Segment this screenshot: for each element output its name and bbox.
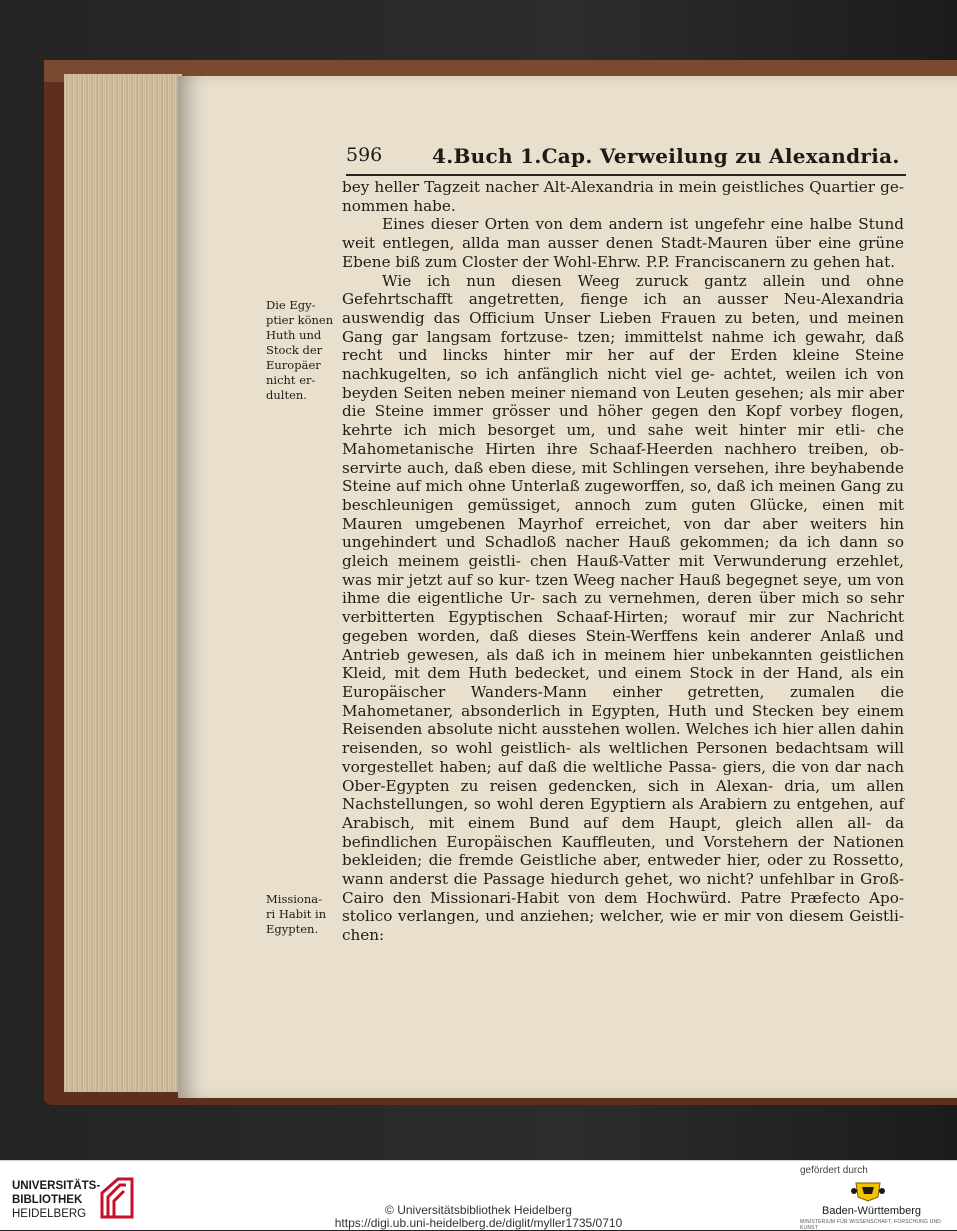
margin-note-line: ptier könen <box>266 313 334 327</box>
margin-note-line: Europäer <box>266 358 321 372</box>
body-text <box>342 178 904 945</box>
library-name-line: HEIDELBERG <box>12 1208 87 1220</box>
library-name-line: UNIVERSITÄTS- <box>12 1180 101 1192</box>
margin-note-line: Egypten. <box>266 922 319 936</box>
paragraph: bey heller Tagzeit nacher Alt-Alexandria in mein geistliches Quartier ge- nommen habe. <box>342 178 904 215</box>
page-header <box>346 144 906 174</box>
paragraph: Wie ich nun diesen Weeg zuruck gantz allein und ohne Gefehrtschafft angetretten, fienge ich an ausser Neu-Alexandria auswendig das Officium Unser Lieben Frauen zu beten, und meinen Gang gar langsam fortzuse- tzen; immittelst nahme ich gewahr, daß recht und lincks hinter mir her auf der Erden kleine Steine nachkugelten, so ich anfänglich nicht viel ge- achtet, weilen ich von beyden Seiten neben meiner niemand von Leuten gesehen; als mir aber die Steine immer grösser und höher gegen den Kopf vorbey flogen, kehrte ich mich besorget um, und sahe weit hinter mir etli- che Mahometanische Hirten ihre Schaaf-Heerden nachhero treiben, ob- servirte auch, daß eben diese, mit Schlingen versehen, ihre beyhabende Steine auf mich ohne Unterlaß zugeworffen, so, daß ich meinen Gang zu beschleunigen gemüssiget, annoch zum guten Glücke, einen mit Mauren umgebenen Mayrhof erreichet, von dar aber weiters hin ungehindert und Schadloß nacher Hauß gekommen; da ich dann so gleich meinem geistli- chen Hauß-Vatter mit Verwunderung erzehlet, was mir jetzt auf so kur- tzen Weeg nacher Hauß begegnet seye, um von ihme die eigentliche Ur- sach zu vernehmen, deren über mich so sehr verbitterten Egyptischen Schaaf-Hirten; worauf mir zur Nachricht gegeben worden, daß dieses Stein-Werffens kein anderer Anlaß und Antrieb gewesen, als daß ich in meinem hier unbekannten geistlichen Kleid, mit dem Huth bedecket, und einem Stock in der Hand, als ein Europäischer Wanders-Mann einher getretten, zumalen die Mahometaner, absonderlich in Egypten, Huth und Stecken bey einem Reisenden absolute nicht ausstehen wollen. Welches ich hier allen dahin reisenden, so wohl geistlich- als weltlichen Personen bedachtsam will vorgestellet haben; auf daß die weltliche Passa- giers, die von dar nach Ober-Egypten zu reisen gedencken, sich in Alexan- dria, um allen Nachstellungen, so wohl deren Egyptiern als Arabiern zu entgehen, auf Arabisch, mit einem Bund auf dem Haupt, gleich allen all- da befindlichen Europäischen Kauffleuten, und Vorstehern der Nationen bekleiden; die fremde Geistliche aber, entweder hier, oder zu Rossetto, wann anderst die Passage hiedurch gehet, wo nicht? unfehlbar in Groß- Cairo den Missionari-Habit von dem Hochwürd. Patre Præfecto Apo- stolico verlangen, und anziehen; welcher, wie er mir von diesem Geistli- chen: <box>342 271 904 945</box>
margin-note-habit <box>266 892 338 937</box>
copyright-notice: © Universitätsbibliothek Heidelberg <box>385 1203 572 1217</box>
margin-note-stones <box>266 298 338 403</box>
baden-wuerttemberg-crest-icon <box>850 1179 886 1203</box>
page-number: 596 <box>346 144 383 166</box>
margin-note-line: Die Egy- <box>266 298 316 312</box>
funded-by-label: gefördert durch <box>800 1165 868 1176</box>
margin-note-line: dulten. <box>266 388 307 402</box>
margin-note-line: Stock der <box>266 343 323 357</box>
header-rule <box>346 174 906 176</box>
paragraph: Eines dieser Orten von dem andern ist ungefehr eine halbe Stund weit entlegen, allda man ausser denen Stadt-Mauren über eine grüne Ebene biß zum Closter der Wohl-Ehrw. P.P. Franciscanern zu gehen hat. <box>342 215 904 271</box>
library-name-line: BIBLIOTHEK <box>12 1194 83 1206</box>
margin-note-line: Huth und <box>266 328 322 342</box>
funder-ministry: MINISTERIUM FÜR WISSENSCHAFT, FORSCHUNG UND KUNST <box>800 1219 942 1231</box>
funder-name[interactable]: Baden-Württemberg <box>822 1205 922 1217</box>
running-title: 4.Buch 1.Cap. Verweilung zu Alexandria. <box>432 144 900 168</box>
margin-note-line: Missiona- <box>266 892 323 906</box>
footer-bar <box>0 1160 957 1230</box>
permalink[interactable]: https://digi.ub.uni-heidelberg.de/diglit/myller1735/0710 <box>334 1216 623 1230</box>
margin-note-line: nicht er- <box>266 373 316 387</box>
margin-note-line: ri Habit in <box>266 907 327 921</box>
page-edges <box>64 74 182 1092</box>
